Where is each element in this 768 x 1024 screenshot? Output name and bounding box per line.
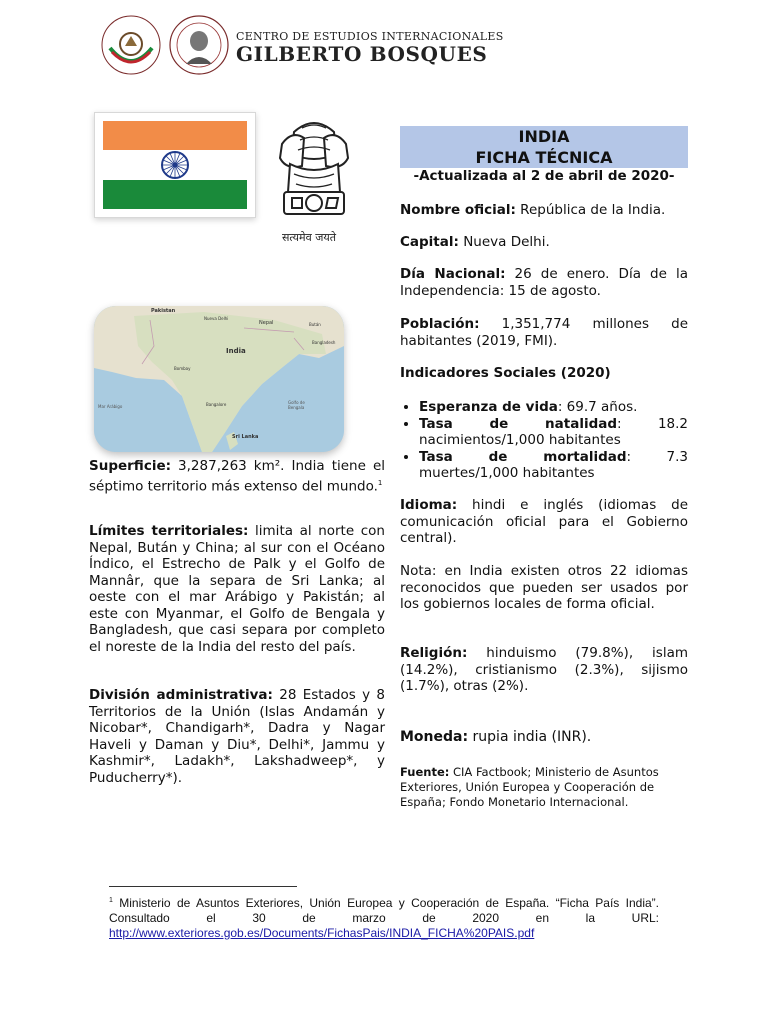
indicator-esperanza: • Esperanza de vida: 69.7 años. — [419, 399, 688, 416]
moneda-value: rupia india (INR). — [468, 729, 592, 745]
map-label-mar-arabigo: Mar Arábigo — [98, 404, 123, 409]
map-label-bangalore: Bangalore — [206, 402, 227, 407]
limites-paragraph — [89, 523, 385, 655]
nombre-value: República de la India. — [515, 202, 666, 218]
nombre-oficial — [400, 202, 688, 219]
fuente-value: CIA Factbook; Ministerio de Asuntos Exteriores, Unión Europea y Cooperación de España; Fondo Monetario Internacional. — [400, 765, 659, 809]
moneda-label: Moneda: — [400, 729, 469, 745]
idioma — [400, 497, 688, 547]
map-label-pakistan: Pakistan — [151, 308, 176, 314]
india-flag — [94, 112, 256, 218]
footnote-link[interactable]: http://www.exteriores.gob.es/Documents/FichasPais/INDIA_FICHA%20PAIS.pdf — [109, 926, 535, 940]
dia-nacional — [400, 266, 688, 299]
map-label-butan: Bután — [309, 322, 321, 327]
map-label-sri-lanka: Sri Lanka — [232, 434, 259, 440]
india-map — [94, 306, 344, 452]
map-label-nepal: Nepal — [259, 320, 274, 326]
nombre-label: Nombre oficial: — [400, 202, 516, 218]
map-label-bombay: Bombay — [174, 366, 191, 371]
map-label-delhi: Nueva Delhi — [204, 316, 229, 321]
indicators-list — [419, 399, 688, 482]
superficie-paragraph — [89, 458, 385, 495]
fuente — [400, 765, 688, 810]
fuente-label: Fuente: — [400, 765, 450, 779]
idioma-label: Idioma: — [400, 497, 458, 513]
senate-seal — [100, 14, 162, 76]
bosques-seal — [168, 14, 230, 76]
idioma-value: hindi e inglés (idiomas de comunicación oficial para el Gobierno central). — [400, 497, 688, 546]
capital — [400, 234, 688, 251]
map-label-golfo-bengala: Golfo de Bengala — [288, 400, 305, 410]
title-line1: INDIA — [518, 127, 570, 146]
division-paragraph — [89, 687, 385, 786]
footnote-mark: 1 — [109, 897, 113, 904]
updated-date: -Actualizada al 2 de abril de 2020- — [413, 168, 675, 184]
limites-value: limita al norte con Nepal, Bután y China; al sur con el Océano Índico, el Estrecho de Palk y el Golfo de Mannâr, que la separa de Sri Lanka; al oeste con el mar Arábigo y Pakistán; al este con Myanmar, el Golfo de Bengala y Bangladesh, que casi separa por completo el noreste de la India del resto del país. — [89, 523, 385, 655]
dia-value: 26 de enero. Día de la Independencia: 15 de agosto. — [400, 266, 688, 299]
superficie-value: 3,287,263 km². India tiene el séptimo territorio más extenso del mundo. — [89, 458, 385, 494]
poblacion-value: 1,351,774 millones de habitantes (2019, FMI). — [400, 316, 688, 349]
indicator-mortalidad: • Tasa de mortalidad: 7.3 muertes/1,000 habitantes — [419, 449, 688, 482]
footnote — [109, 893, 659, 941]
capital-label: Capital: — [400, 234, 459, 250]
dia-label: Día Nacional: — [400, 266, 506, 282]
indicator-natalidad: • Tasa de natalidad: 18.2 nacimientos/1,000 habitantes — [419, 416, 688, 449]
footnote-text: Ministerio de Asuntos Exteriores, Unión Europea y Cooperación de España. “Ficha País India”. Consultado el 30 de marzo de 2020 en la URL: — [109, 896, 659, 925]
emblem-caption: सत्यमेव जयते — [282, 231, 337, 244]
indicadores-title: Indicadores Sociales (2020) — [400, 365, 611, 381]
religion — [400, 645, 688, 695]
title-line2: FICHA TÉCNICA — [475, 148, 613, 167]
poblacion — [400, 316, 688, 349]
title-box — [400, 126, 688, 168]
org-line2: GILBERTO BOSQUES — [236, 42, 488, 66]
religion-value: hinduismo (79.8%), islam (14.2%), cristianismo (2.3%), sijismo (1.7%), otras (2%). — [400, 645, 688, 694]
capital-value: Nueva Delhi. — [458, 234, 550, 250]
india-emblem — [272, 114, 356, 226]
superficie-label: Superficie: — [89, 458, 172, 474]
religion-label: Religión: — [400, 645, 468, 661]
moneda — [400, 729, 688, 746]
org-line1: CENTRO DE ESTUDIOS INTERNACIONALES — [236, 30, 504, 43]
division-label: División administrativa: — [89, 687, 273, 703]
map-label-india: India — [226, 347, 246, 355]
superficie-footnote-mark[interactable]: 1 — [377, 478, 383, 487]
nota: Nota: en India existen otros 22 idiomas reconocidos que pueden ser usados por los gobiernos locales de forma oficial. — [400, 563, 688, 612]
map-label-bangladesh: Bangladesh — [312, 340, 336, 345]
footnote-rule — [109, 886, 297, 887]
poblacion-label: Población: — [400, 316, 480, 332]
division-value: 28 Estados y 8 Territorios de la Unión (Islas Andamán y Nicobar*, Chandigarh*, Dadra y Nagar Haveli y Daman y Diu*, Delhi*, Jammu y Kashmir*, Ladakh*, Lakshadweep*, y Puducherry*). — [89, 687, 385, 786]
limites-label: Límites territoriales: — [89, 523, 249, 539]
